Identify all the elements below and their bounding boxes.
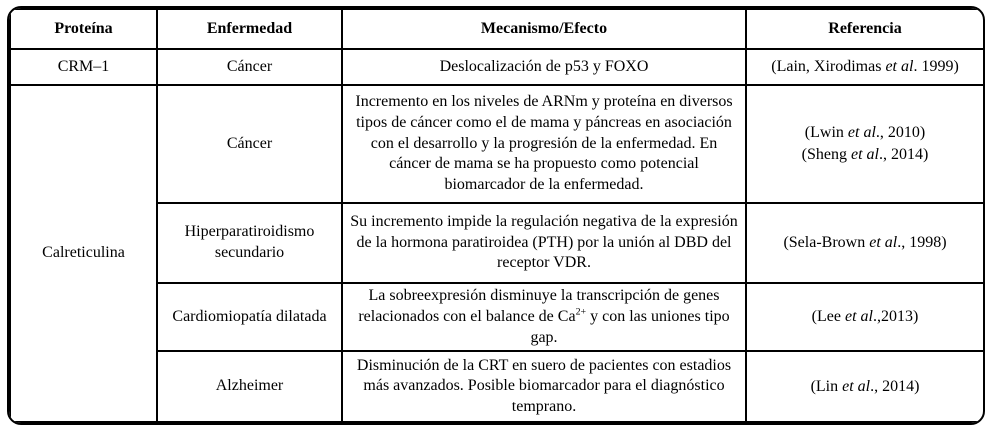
column-header-disease: Enfermedad	[157, 9, 342, 49]
cell-mechanism-crm1: Deslocalización de p53 y FOXO	[342, 49, 746, 85]
column-header-reference: Referencia	[746, 9, 984, 49]
cell-reference-crm1: (Lain, Xirodimas et al. 1999)	[746, 49, 984, 85]
table-row-calreticulin-cancer	[10, 85, 984, 203]
cell-mechanism-calreticulin-cancer: Incremento en los niveles de ARNm y proteína en diversos tipos de cáncer como el de mama y páncreas en asociación con el desarrollo y la progresión de la enfermedad. En cáncer de mama se ha propuesto como potencial biomarcador de la enfermedad.	[342, 85, 746, 203]
cell-protein-crm1: CRM–1	[10, 49, 157, 85]
proteins-disease-table	[9, 8, 985, 423]
cell-disease-alzheimer: Alzheimer	[157, 351, 342, 422]
table-row-calreticulin-alzheimer	[10, 351, 984, 422]
column-header-protein: Proteína	[10, 9, 157, 49]
cell-reference-alzheimer: (Lin et al., 2014)	[746, 351, 984, 422]
cell-disease-cardiomyopathy: Cardiomiopatía dilatada	[157, 283, 342, 351]
table-row-crm1	[10, 49, 984, 85]
column-header-mechanism: Mecanismo/Efecto	[342, 9, 746, 49]
cell-mechanism-cardiomyopathy: La sobreexpresión disminuye la transcripción de genes relacionados con el balance de $Ca^{2+}$ y con las uniones tipo gap.	[342, 283, 746, 351]
proteins-disease-table-frame	[7, 6, 985, 425]
cell-mechanism-alzheimer: Disminución de la CRT en suero de pacientes con estadios más avanzados. Posible biomarcador para el diagnóstico temprano.	[342, 351, 746, 422]
table-header-row	[10, 9, 984, 49]
cell-reference-hyperparathyroidism: (Sela-Brown et al., 1998)	[746, 203, 984, 283]
table-row-calreticulin-cardiomyopathy	[10, 283, 984, 351]
table-row-calreticulin-hyperparathyroidism	[10, 203, 984, 283]
cell-reference-cardiomyopathy: (Lee et al.,2013)	[746, 283, 984, 351]
cell-mechanism-hyperparathyroidism: Su incremento impide la regulación negativa de la expresión de la hormona paratiroidea (PTH) por la unión al DBD del receptor VDR.	[342, 203, 746, 283]
cell-protein-calreticulin: Calreticulina	[10, 85, 157, 422]
cell-disease-hyperparathyroidism: Hiperparatiroidismo secundario	[157, 203, 342, 283]
cell-disease-calreticulin-cancer: Cáncer	[157, 85, 342, 203]
cell-disease-crm1: Cáncer	[157, 49, 342, 85]
cell-reference-calreticulin-cancer: (Lwin et al., 2010) (Sheng et al., 2014)	[746, 85, 984, 203]
